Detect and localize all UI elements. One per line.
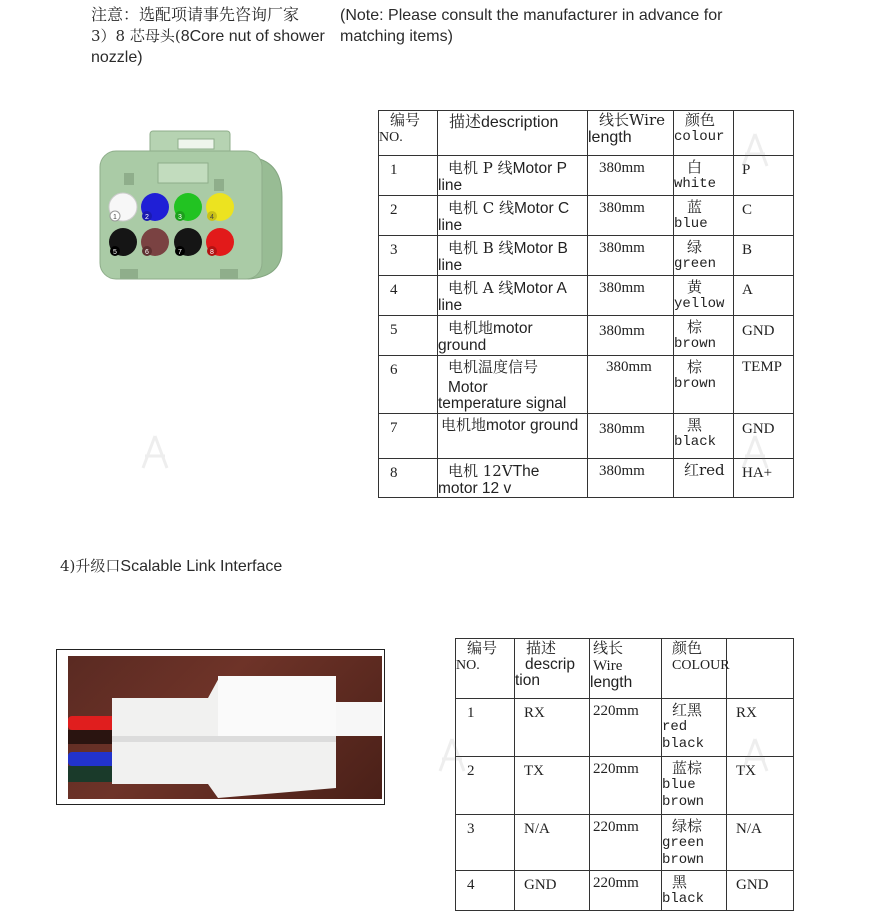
cell-signal: A: [734, 276, 794, 316]
cell-description: 电机温度信号 Motor temperature signal: [438, 356, 588, 414]
table-row: [379, 459, 794, 498]
cell-length: 380mm: [588, 316, 674, 356]
cell-no: 3: [379, 236, 438, 276]
cell-description: 电机地motor ground: [438, 414, 588, 459]
cell-signal: RX: [727, 699, 794, 757]
cell-no: 1: [456, 699, 515, 757]
cell-length: 220mm: [590, 815, 662, 871]
cell-signal: TEMP: [734, 356, 794, 414]
cell-colour: 蓝 blue: [674, 196, 734, 236]
cell-signal: GND: [727, 871, 794, 911]
watermark-icon: [135, 432, 175, 472]
cell-length: 380mm: [588, 356, 674, 414]
table-row: [379, 356, 794, 414]
table-header-row: [379, 111, 794, 156]
cell-colour: 黑 black: [662, 871, 727, 911]
cell-description: GND: [515, 871, 590, 911]
cell-length: 220mm: [590, 871, 662, 911]
section-4-heading: 4)升级口Scalable Link Interface: [60, 557, 283, 575]
cell-length: 380mm: [588, 156, 674, 196]
cell-description: 电机 C 线Motor C line: [438, 196, 588, 236]
table-row: [379, 414, 794, 459]
cell-no: 4: [379, 276, 438, 316]
cell-colour: 黄 yellow: [674, 276, 734, 316]
table-row: [379, 156, 794, 196]
table-row: [379, 316, 794, 356]
header-wire-length: 线长 Wire length: [590, 639, 662, 699]
watermark-icon: [735, 130, 775, 170]
watermark-icon: [735, 432, 775, 472]
cell-colour: 黑 black: [674, 414, 734, 459]
optional-note-cn: 注意：选配项请事先咨询厂家: [91, 7, 300, 24]
header-wire-length: 线长Wire length: [588, 111, 674, 156]
cell-signal: N/A: [727, 815, 794, 871]
cell-description: 电机 B 线Motor B line: [438, 236, 588, 276]
cell-length: 380mm: [588, 276, 674, 316]
svg-text:3: 3: [178, 214, 182, 221]
svg-text:1: 1: [113, 214, 117, 221]
cell-length: 380mm: [588, 196, 674, 236]
header-description: 描述description: [438, 111, 588, 156]
table-row: [456, 871, 794, 911]
cell-length: 220mm: [590, 757, 662, 815]
cell-description: 电机 P 线Motor P line: [438, 156, 588, 196]
cell-colour: 白 white: [674, 156, 734, 196]
table-row: [379, 236, 794, 276]
cell-colour: 棕 brown: [674, 356, 734, 414]
table-row: [379, 196, 794, 236]
cell-colour: 红red: [674, 459, 734, 498]
cell-colour: 棕 brown: [674, 316, 734, 356]
header-colour: 颜色 COLOUR: [662, 639, 727, 699]
svg-text:6: 6: [145, 249, 149, 256]
watermark-icon: [432, 735, 472, 775]
cell-no: 2: [456, 757, 515, 815]
cell-signal: GND: [734, 316, 794, 356]
cell-description: 电机地motor ground: [438, 316, 588, 356]
cell-signal: GND: [734, 414, 794, 459]
cell-length: 380mm: [588, 459, 674, 498]
cell-colour: 绿 green: [674, 236, 734, 276]
cell-no: 4: [456, 871, 515, 911]
cell-colour: 绿棕 green brown: [662, 815, 727, 871]
svg-text:4: 4: [210, 214, 214, 221]
connector-8pin-image: [98, 127, 284, 282]
cell-signal: TX: [727, 757, 794, 815]
cell-colour: 蓝棕 blue brown: [662, 757, 727, 815]
header-no: 编号 NO.: [379, 111, 438, 156]
optional-note-en: (Note: Please consult the manufacturer in advance for matching items): [340, 7, 723, 45]
header-no: 编号 NO.: [456, 639, 515, 699]
cell-length: 220mm: [590, 699, 662, 757]
watermark-icon: [735, 735, 775, 775]
cell-description: 电机 A 线Motor A line: [438, 276, 588, 316]
cell-signal: B: [734, 236, 794, 276]
table-row: [379, 276, 794, 316]
section-3-title: 3）8 芯母头(8Core nut of shower nozzle): [91, 27, 325, 66]
svg-text:7: 7: [178, 249, 182, 256]
header-description: 描述 descrip tion: [515, 639, 590, 699]
header-colour: 颜色 colour: [674, 111, 734, 156]
cell-no: 2: [379, 196, 438, 236]
table-header-row: [456, 639, 794, 699]
cell-description: 电机 12VThe motor 12 v: [438, 459, 588, 498]
cell-no: 1: [379, 156, 438, 196]
cell-colour: 红黑 red black: [662, 699, 727, 757]
cell-no: 7: [379, 414, 438, 459]
svg-text:5: 5: [113, 249, 117, 256]
cell-description: TX: [515, 757, 590, 815]
header-signal: [727, 639, 794, 699]
cell-signal: C: [734, 196, 794, 236]
table-row: [456, 815, 794, 871]
cell-no: 3: [456, 815, 515, 871]
svg-text:2: 2: [145, 214, 149, 221]
cell-no: 8: [379, 459, 438, 498]
cell-description: N/A: [515, 815, 590, 871]
cell-length: 380mm: [588, 236, 674, 276]
svg-text:8: 8: [210, 249, 214, 256]
cell-signal: P: [734, 156, 794, 196]
scalable-link-interface-photo: [56, 649, 385, 805]
section-3-heading: [91, 5, 331, 68]
cell-no: 6: [379, 356, 438, 414]
cell-description: RX: [515, 699, 590, 757]
pinout-table-8core: [378, 110, 794, 498]
cell-signal: HA+: [734, 459, 794, 498]
cell-length: 380mm: [588, 414, 674, 459]
cell-no: 5: [379, 316, 438, 356]
